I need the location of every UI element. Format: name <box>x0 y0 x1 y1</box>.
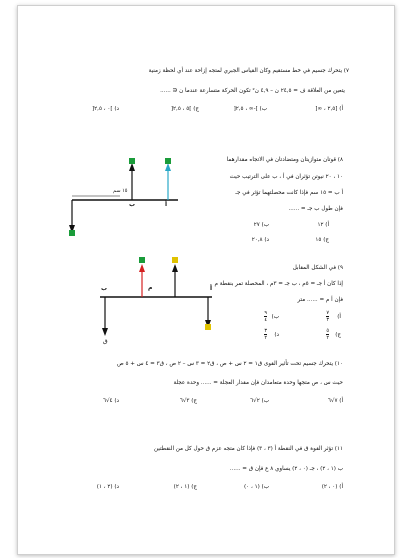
q10-option-b: ب) ٢√٦ <box>250 398 269 404</box>
q8-distance-label: ١٥ سم <box>113 188 128 194</box>
q7-option-b: ب) ]-∞ ، ٢,٥[ <box>233 106 267 112</box>
q8-line3: أ ب = ١٥ سم فإذا كانت محصلتهما تؤثر في جـ <box>235 190 343 196</box>
q7-option-d: د) ]٠ ، ٢,٥[ <box>91 106 119 112</box>
q9-point-left: ب <box>101 285 108 292</box>
q11-line1: ١١) تؤثر القوة ق في النقطة أ (٣ ، ٣) فإذا كان متجه عزم ق حول كل من النقطتين <box>154 446 343 452</box>
q11-option-b: ب) (١ ، ٠) <box>243 484 269 490</box>
q7-option-c: ج) ]٥ ، ٢,٥[ <box>170 106 199 112</box>
q7-line2: يتعين من العلاقة ف = ٢٤,٥ ن – ٤,٩ ن² تكون الحركة متسارعة عندما ن ∈ ...... <box>160 88 345 94</box>
q9-option-a-key: أ) <box>337 314 341 320</box>
q8-point-b: ب <box>129 201 136 208</box>
q10-option-c: ج) ٣√٦ <box>179 398 197 404</box>
q9-option-a-value: ٧ ٣ <box>326 310 329 323</box>
q9-point-right: أ <box>210 285 213 292</box>
q11-option-a: أ) (٠ ، ٢) <box>321 484 343 490</box>
q8-option-c: ج) ١٥ <box>315 237 329 243</box>
q8-option-a: أ) ١٢ <box>317 222 329 228</box>
q9-force-diagram <box>90 252 220 347</box>
q10-option-a: أ) ٧√٦ <box>327 398 343 404</box>
q8-line1: ٨) قوتان متوازيتان ومتضادتان في الاتجاه مقدارهما <box>226 157 343 163</box>
q9-option-d-key: د) <box>274 332 279 338</box>
q7-line1: ٧) يتحرك جسيم في خط مستقيم وكان القياس الجبري لمتجه إزاحة عند أي لحظة زمنية <box>148 68 349 74</box>
q9-option-b-key: ب) <box>271 314 279 320</box>
q11-option-c: ج) (١ ، ٢) <box>173 484 197 490</box>
q10-line1: ١٠) يتحرك جسيم تحت تأثير القوى ق١ = ٢ س + ص ، ق٢ = ٣ س – ٢ ص ، ق٣ = ٤ س + ٥ ص <box>116 361 343 367</box>
q9-point-m: م <box>148 284 153 291</box>
q9-line1: ٩) في الشكل المقابل <box>292 265 343 271</box>
q9-line3: فإن أ م = ...... متر <box>297 297 343 303</box>
q9-line2: إذا كان أ جـ = ٥م ، ب جـ = ٣م ، المحصلة تمر بنقطة م <box>214 281 343 287</box>
q8-option-d: د) ٢٠,٨ <box>251 237 269 243</box>
q9-left-force-label: ق <box>103 338 108 345</box>
q11-option-d: د) (٢ ، ١) <box>96 484 119 490</box>
q8-line4: فإن طول ب جـ = ...... <box>288 206 343 212</box>
q10-option-d: د) ٤√٦ <box>102 398 119 404</box>
q8-point-a: أ <box>165 201 168 208</box>
q9-option-c-value: ٥ ٢ <box>326 328 329 341</box>
q8-force-diagram <box>60 155 185 240</box>
q9-option-b-value: ٩ ٤ <box>264 310 267 323</box>
q11-line2: ب (١ ، ٢) ، جـ (٠ ، ٢) يساوي ٨ ع فإن ق = ...... <box>229 466 343 472</box>
q9-option-d-value: ٣ ٢ <box>264 328 267 341</box>
q10-line2: حيث س ، ص متجها وحدة متعامدان فإن مقدار العجلة = ...... وحدة عجلة <box>173 380 343 386</box>
q9-option-c-key: ج) <box>335 332 341 338</box>
q7-option-a: أ) [٢,٥ ، ∞[ <box>315 106 343 112</box>
q8-line2: ١٠ ، ٢٠ نيوتن تؤثران في أ ، ب على الترتيب حيث <box>229 174 343 180</box>
q8-option-b: ب) ٢٧ <box>253 222 269 228</box>
